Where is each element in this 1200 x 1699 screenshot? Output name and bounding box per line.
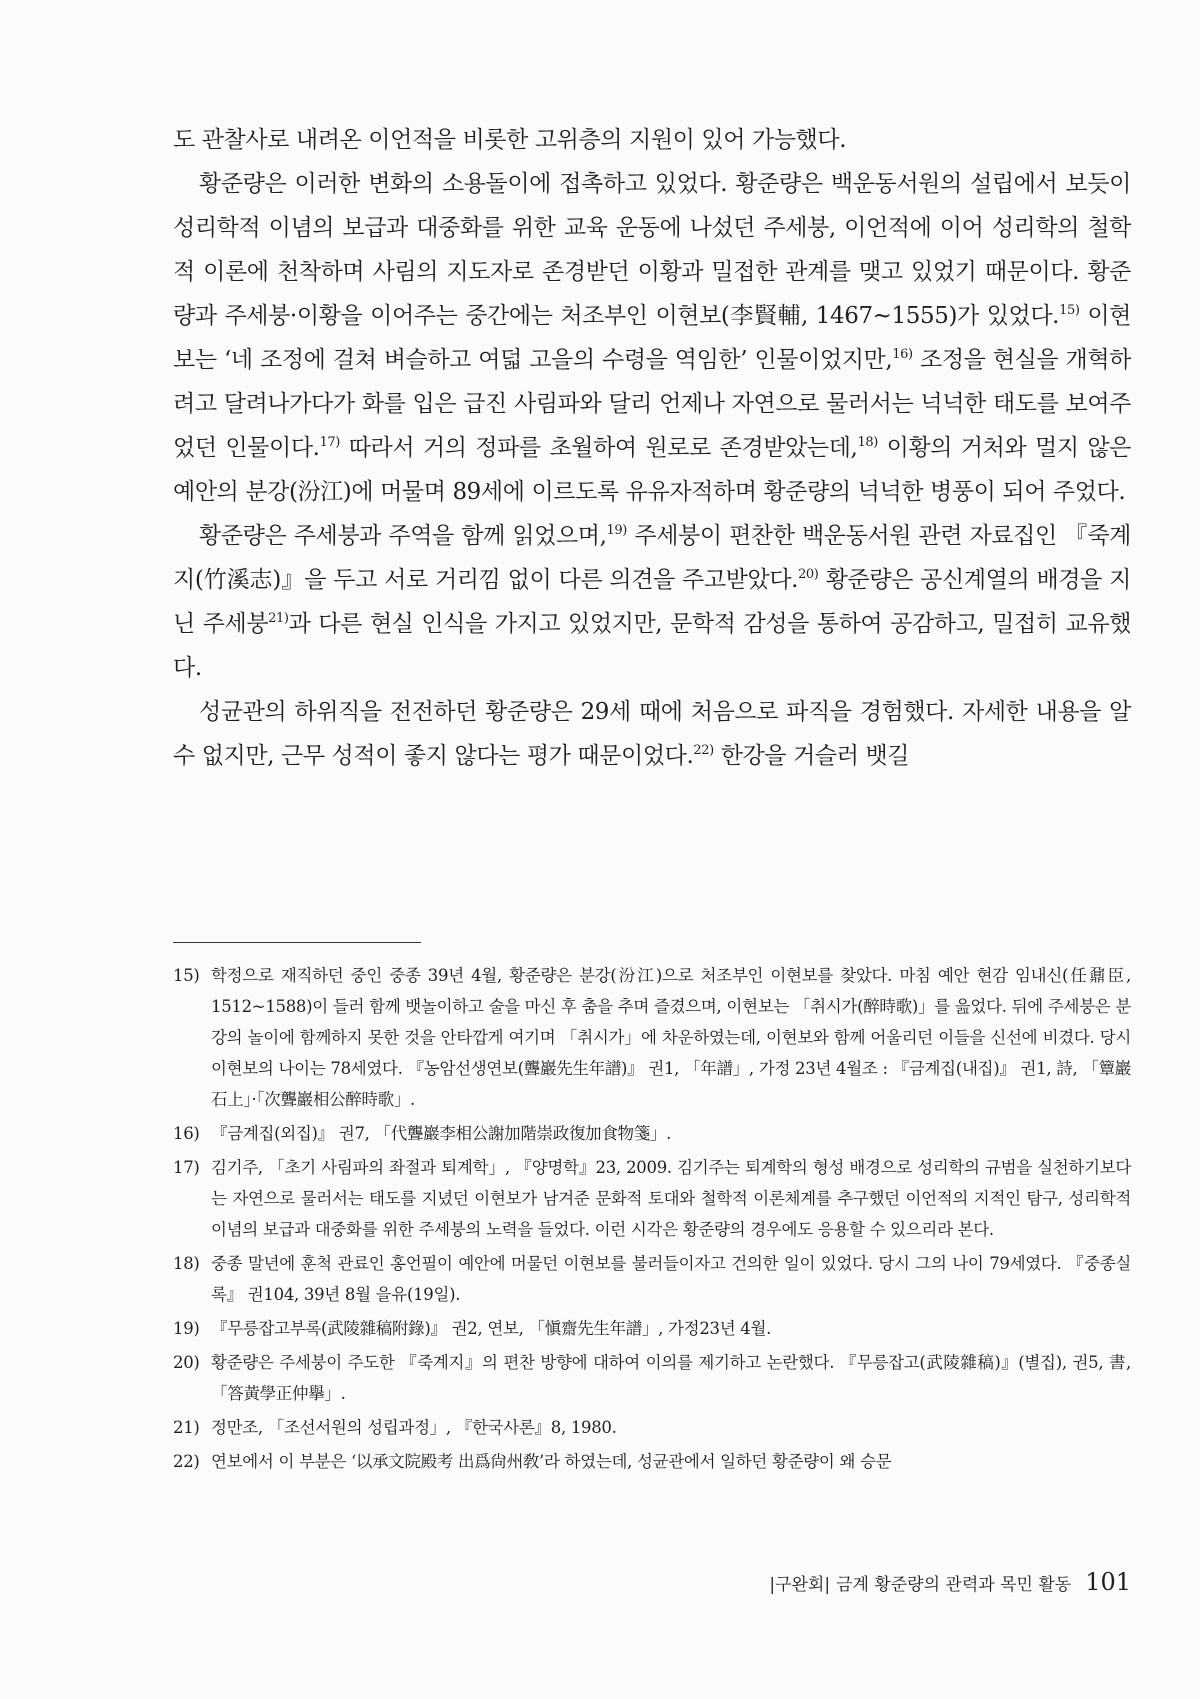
footnote-19: 19) 『무릉잡고부록(武陵雜稿附錄)』 권2, 연보, 「愼齋先生年譜」, 가정23년 4월. [173,1319,772,1338]
footnote-ref-19: 19) [606,523,627,538]
footer-author: |구완회| [769,1575,831,1595]
footnote-ref-21: 21) [268,611,289,626]
paragraph-1: 도 관찰사로 내려온 이언적을 비롯한 고위층의 지원이 있어 가능했다. [173,127,847,153]
main-text [173,118,1131,778]
footnote-16: 16) 『금계집(외집)』 권7, 「代聾巖李相公謝加階崇政復加食物箋」. [173,1124,672,1143]
running-footer [769,1568,1131,1596]
paragraph-2: 황준량은 이러한 변화의 소용돌이에 접촉하고 있었다. 황준량은 백운동서원의 설립에서 보듯이 성리학적 이념의 보급과 대중화를 위한 교육 운동에 나섰던 주세붕, 이언적에 이어 성리학의 철학적 이론에 천착하며 사림의 지도자로 존경받던 이황과 밀접한 관계를 맺고 있었기 때문이다. 황준량과 주세붕·이황을 이어주는 중간에는 처조부인 이현보(李賢輔, 1467~1555)가 있었다.$^{15)}$ 이현보는 ‘네 조정에 걸쳐 벼슬하고 여덟 고을의 수령을 역임한’ 인물이었지만,$^{16)}$ 조정을 현실을 개혁하려고 달려나가다가 화를 입은 급진 사림파와 달리 언제나 자연으로 물러서는 넉넉한 태도를 보여주었던 인물이다.$^{17)}$ 따라서 거의 정파를 초월하여 원로로 존경받았는데,$^{18)}$ 이황의 거처와 멀지 않은 예안의 분강(汾江)에 머물며 89세에 이르도록 유유자적하며 황준량의 넉넉한 병풍이 되어 주었다. [173,171,1131,505]
footnotes [173,960,1131,1480]
footer-title: 금계 황준량의 관력과 목민 활동 [836,1575,1072,1595]
paragraph-4: 성균관의 하위직을 전전하던 황준량은 29세 때에 처음으로 파직을 경험했다. 자세한 내용을 알 수 없지만, 근무 성적이 좋지 않다는 평가 때문이었다.$^{22)}$ 한강을 거슬러 뱃길 [173,699,1131,769]
footnote-ref-17: 17) [319,435,340,450]
footnote-ref-22: 22) [693,743,714,758]
footnote-ref-18: 18) [857,435,878,450]
footnote-22: 22) 연보에서 이 부분은 ‘以承文院殿考 出爲尙州敎’라 하였는데, 성균관에서 일하던 황준량이 왜 승문 [173,1452,892,1471]
footnote-ref-16: 16) [892,347,913,362]
footnote-17: 17) 김기주, 「초기 사림파의 좌절과 퇴계학」, 『양명학』23, 2009. 김기주는 퇴계학의 형성 배경으로 성리학의 규범을 실천하기보다는 자연으로 물러서는 태도를 지녔던 이현보가 남겨준 문화적 토대와 철학적 이론체계를 추구했던 이언적의 지적인 탐구, 성리학적 이념의 보급과 대중화를 위한 주세붕의 노력을 들었다. 이런 시각은 황준량의 경우에도 응용할 수 있으리라 본다. [173,1158,1131,1239]
footnote-ref-20: 20) [798,567,819,582]
paragraph-3: 황준량은 주세붕과 주역을 함께 읽었으며,$^{19)}$ 주세붕이 편찬한 백운동서원 관련 자료집인 『죽계지(竹溪志)』을 두고 서로 거리낌 없이 다른 의견을 주고받았다.$^{20)}$ 황준량은 공신계열의 배경을 지닌 주세붕$^{21)}$과 다른 현실 인식을 가지고 있었지만, 문학적 감성을 통하여 공감하고, 밀접히 교유했다. [173,523,1132,681]
page-number: 101 [1085,1568,1131,1596]
footnote-ref-15: 15) [1059,303,1080,318]
footnote-divider [173,942,421,943]
footnote-20: 20) 황준량은 주세붕이 주도한 『죽계지』의 편찬 방향에 대하여 이의를 제기하고 논란했다. 『무릉잡고(武陵雜稿)』(별집), 권5, 書, 「答黃學正仲擧」. [173,1353,1131,1403]
footnote-15: 15) 학정으로 재직하던 중인 중종 39년 4월, 황준량은 분강(汾江)으로 처조부인 이현보를 찾았다. 마침 예안 현감 임내신(任鼐臣, 1512~1588)이 들러 함께 뱃놀이하고 술을 마신 후 춤을 추며 즐겼으며, 이현보는 「취시가(醉時歌)」를 읊었다. 뒤에 주세붕은 분강의 놀이에 함께하지 못한 것을 안타깝게 여기며 「취시가」에 차운하였는데, 이현보와 함께 어울리던 이들을 신선에 비겼다. 당시 이현보의 나이는 78세였다. 『농암선생연보(聾巖先生年譜)』 권1, 「年譜」, 가정 23년 4월조 : 『금계집(내집)』 권1, 詩, 「簟巖石上」·「次聾巖相公醉時歌」. [173,966,1131,1109]
footnote-18: 18) 중종 말년에 훈척 관료인 홍언필이 예안에 머물던 이현보를 불러들이자고 건의한 일이 있었다. 당시 그의 나이 79세였다. 『중종실록』 권104, 39년 8월 을유(19일). [173,1254,1131,1304]
footnote-21: 21) 정만조, 「조선서원의 성립과정」, 『한국사론』8, 1980. [173,1418,617,1437]
